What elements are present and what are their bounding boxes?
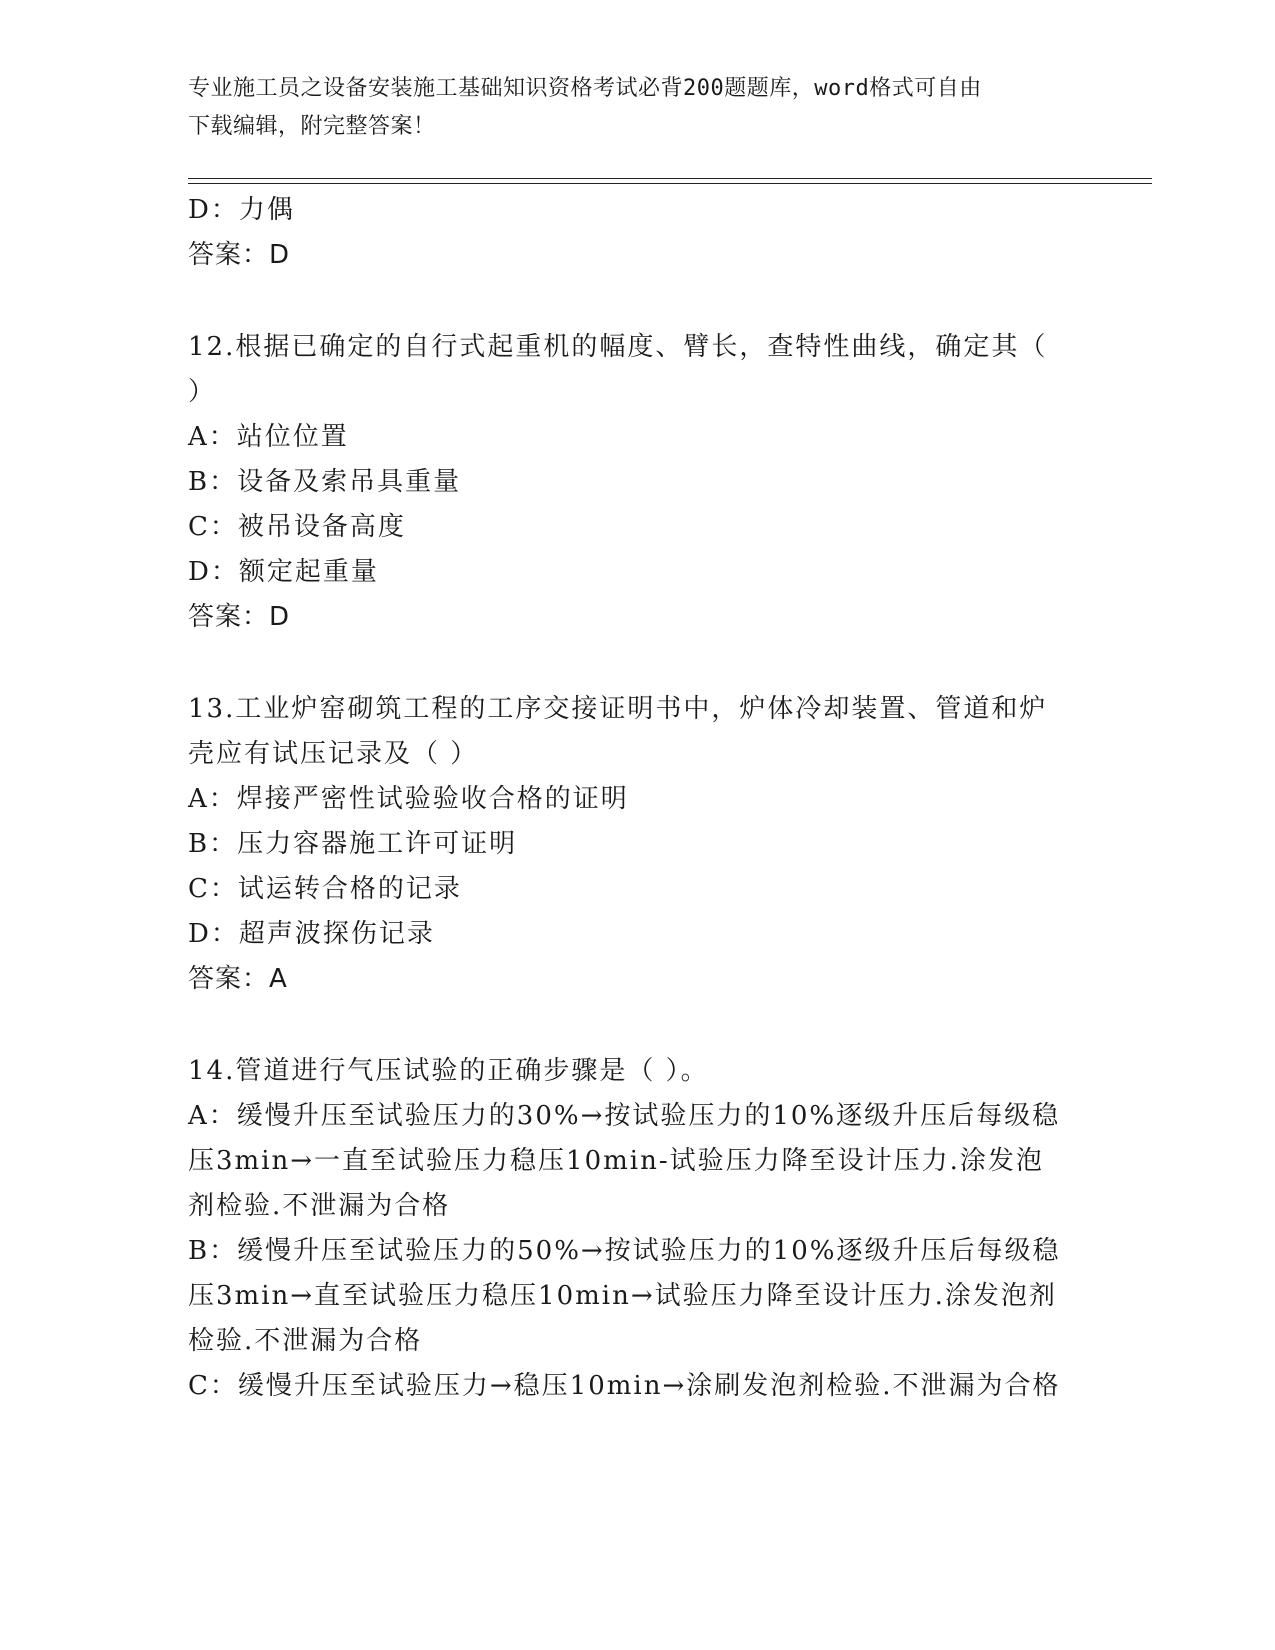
option-line: C：被吊设备高度 <box>188 512 406 542</box>
option-line: A：焊接严密性试验验收合格的证明 <box>188 784 629 814</box>
option-line: 剂检验.不泄漏为合格 <box>188 1191 451 1221</box>
option-line: B：设备及索吊具重量 <box>188 467 462 497</box>
prev-answer: 答案：D <box>188 240 291 270</box>
option-line: D：超声波探伤记录 <box>188 919 435 949</box>
question-list <box>188 325 1088 1409</box>
option-line: B：缓慢升压至试验压力的50%→按试验压力的10%逐级升压后每级稳 <box>188 1236 1061 1266</box>
question-stem-line: 12.根据已确定的自行式起重机的幅度、臂长，查特性曲线，确定其（ <box>188 332 1048 362</box>
option-line: A：缓慢升压至试验压力的30%→按试验压力的10%逐级升压后每级稳 <box>188 1101 1061 1131</box>
document-body <box>188 188 1088 1409</box>
option-line: 检验.不泄漏为合格 <box>188 1326 423 1356</box>
question-stem-line: 壳应有试压记录及（ ） <box>188 739 479 769</box>
option-line: D：额定起重量 <box>188 557 379 587</box>
question-stem-line: 13.工业炉窑砌筑工程的工序交接证明书中，炉体冷却装置、管道和炉 <box>188 694 1048 724</box>
option-line: C：试运转合格的记录 <box>188 874 462 904</box>
option-line: C：缓慢升压至试验压力→稳压10min→涂刷发泡剂检验.不泄漏为合格 <box>188 1371 1061 1401</box>
header-divider-top <box>188 178 1152 179</box>
question-stem-line: 14.管道进行气压试验的正确步骤是（ ）。 <box>188 1056 709 1086</box>
header-line-2: 下载编辑，附完整答案！ <box>188 114 436 139</box>
answer-line: 答案：A <box>188 964 288 994</box>
question-block <box>188 325 1088 640</box>
header-line-1: 专业施工员之设备安装施工基础知识资格考试必背200题题库，word格式可自由 <box>188 76 982 101</box>
option-line: 压3min→直至试验压力稳压10min→试验压力降至设计压力.涂发泡剂 <box>188 1281 1057 1311</box>
prev-option-d: D：力偶 <box>188 195 295 225</box>
question-block <box>188 687 1088 1002</box>
question-block <box>188 1049 1088 1409</box>
question-stem-line: ） <box>188 377 217 407</box>
document-header <box>188 70 1068 146</box>
option-line: B：压力容器施工许可证明 <box>188 829 518 859</box>
option-line: A：站位位置 <box>188 422 349 452</box>
header-divider-bottom <box>188 183 1152 184</box>
answer-line: 答案：D <box>188 602 291 632</box>
option-line: 压3min→一直至试验压力稳压10min-试验压力降至设计压力.涂发泡 <box>188 1146 1044 1176</box>
